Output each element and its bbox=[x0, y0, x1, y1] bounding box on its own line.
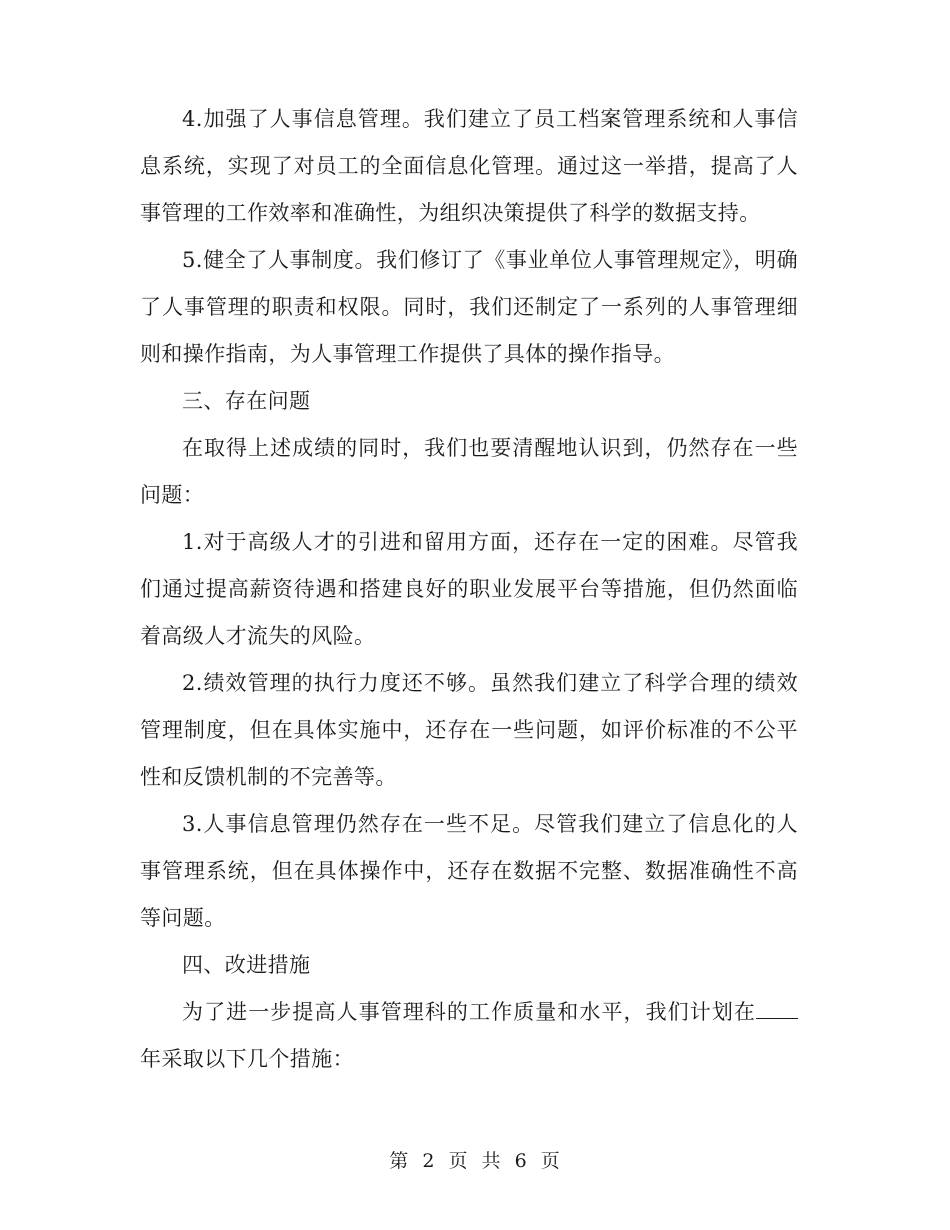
document-body bbox=[140, 96, 798, 1083]
plan-text-after: 年采取以下几个措施： bbox=[140, 1047, 354, 1071]
current-page-number: 2 bbox=[422, 1150, 436, 1172]
paragraph-hr-system: 5.健全了人事制度。我们修订了《事业单位人事管理规定》，明确了人事管理的职责和权限。同时，我们还制定了一系列的人事管理细则和操作指南，为人事管理工作提供了具体的操作指导。 bbox=[140, 248, 798, 366]
footer-label-ye-2: 页 bbox=[540, 1150, 561, 1172]
footer-label-di: 第 bbox=[389, 1150, 410, 1172]
section-heading-problems: 三、存在问题 bbox=[182, 389, 311, 413]
paragraph-problems-intro: 在取得上述成绩的同时，我们也要清醒地认识到，仍然存在一些问题： bbox=[140, 436, 798, 507]
footer-label-gong: 共 bbox=[481, 1150, 502, 1172]
footer-label-ye: 页 bbox=[448, 1150, 469, 1172]
page-footer bbox=[0, 1147, 950, 1175]
paragraph-problem-talent: 1.对于高级人才的引进和留用方面，还存在一定的困难。尽管我们通过提高薪资待遇和搭建良好的职业发展平台等措施，但仍然面临着高级人才流失的风险。 bbox=[140, 530, 798, 648]
paragraph-problem-performance: 2.绩效管理的执行力度还不够。虽然我们建立了科学合理的绩效管理制度，但在具体实施中，还存在一些问题，如评价标准的不公平性和反馈机制的不完善等。 bbox=[140, 671, 798, 789]
paragraph-improvement-plan bbox=[140, 989, 798, 1083]
section-heading-improvements: 四、改进措施 bbox=[182, 953, 311, 977]
total-page-count: 6 bbox=[514, 1150, 528, 1172]
year-blank-line bbox=[756, 1000, 798, 1019]
paragraph-problem-info: 3.人事信息管理仍然存在一些不足。尽管我们建立了信息化的人事管理系统，但在具体操作中，还存在数据不完整、数据准确性不高等问题。 bbox=[140, 812, 798, 930]
plan-text-before: 为了进一步提高人事管理科的工作质量和水平，我们计划在 bbox=[182, 1000, 756, 1024]
paragraph-hr-info-management: 4.加强了人事信息管理。我们建立了员工档案管理系统和人事信息系统，实现了对员工的全面信息化管理。通过这一举措，提高了人事管理的工作效率和准确性，为组织决策提供了科学的数据支持。 bbox=[140, 107, 798, 225]
